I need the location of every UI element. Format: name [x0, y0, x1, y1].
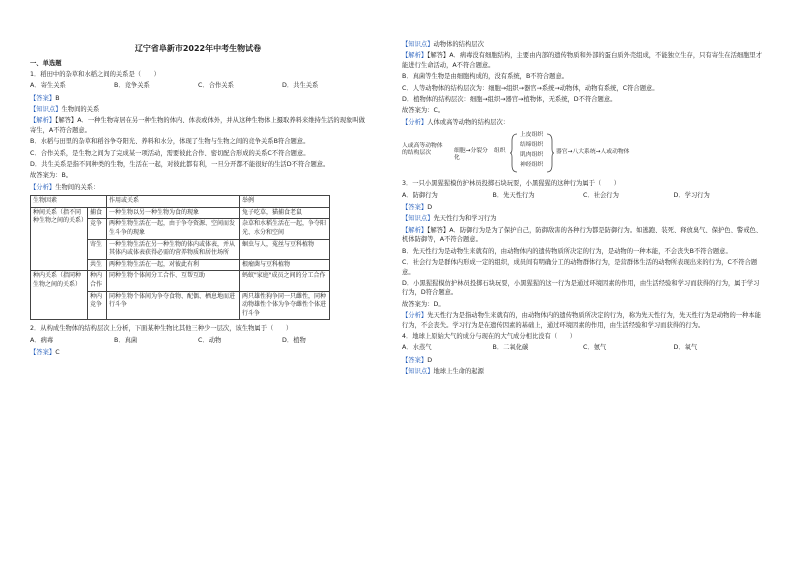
answer-value: D [427, 204, 433, 212]
q3-final: 故答案为：D。 [402, 300, 445, 308]
fenxi-text: 先天性行为是指动物生来就有的，由动物体内的遗传物质所决定的行为，称为先天性行为，先天性行为是动物的一种本能行为，不会丧失。学习行为是在遗传因素的基础上，通过环境因素的作用，由生活经验和学习而获得的行为。 [402, 312, 761, 329]
answer-value: C [55, 349, 60, 357]
relation-table [30, 195, 330, 320]
q2-analysis-b: B．真菌等生物是由细胞构成的，没有系统，B不符合题意。 [402, 73, 569, 81]
q1-option-b: B．竞争关系 [114, 82, 150, 90]
table-header: 作用或关系 [107, 196, 240, 208]
diagram-tissue: 组织 [494, 148, 506, 155]
diagram-tissue-2: 结缔组织 [520, 142, 544, 149]
table-group: 种内关系（指同种生物之间的关系） [31, 271, 88, 320]
kp-value: 地球上生命的起源 [433, 368, 484, 376]
q2-knowledge-point [402, 40, 764, 49]
q1-option-a: A．寄生关系 [30, 82, 66, 90]
table-cell: 一种生物以另一种生物为食的现象 [107, 207, 240, 219]
q4-option-d: D．氧气 [673, 344, 698, 352]
q3-analysis-b: B．先天性行为是动物生来就有的，由动物体内的遗传物质所决定的行为，是动物的一种本能，不会丧失B不符合题意。 [402, 247, 732, 255]
kp-tag: 【知识点】 [402, 368, 434, 376]
kp-tag: 【知识点】 [30, 106, 62, 114]
q4-option-b: B．二氧化碳 [492, 344, 529, 352]
kp-value: 先天性行为和学习行为 [433, 215, 497, 223]
diagram-cell: 细胞→分裂分化 [454, 148, 488, 162]
analysis-tag: 【解析】 [402, 226, 428, 234]
structure-diagram [402, 131, 764, 175]
q2-fenxi [402, 118, 764, 127]
q1-analysis-a [30, 116, 366, 135]
table-cell: 根瘤菌与豆科植物 [240, 259, 330, 271]
q2-option-c: C．动物 [198, 336, 222, 344]
table-cell: 两种生物生活在一起，对彼此有利 [107, 259, 240, 271]
table-cell: 一种生物生活在另一种生物的体内或体表，并从其体内或体表获得必需的营养物质和居住场所 [107, 239, 240, 259]
diagram-brace-left [510, 133, 518, 173]
page-title: 辽宁省阜新市2022年中考生物试卷 [134, 44, 262, 53]
q1-option-d: D．共生关系 [282, 82, 319, 90]
q2-final: 故答案为：C。 [402, 107, 445, 115]
fenxi-tag: 【分析】 [402, 118, 428, 126]
answer-value: B [55, 94, 60, 102]
kp-tag: 【知识点】 [402, 215, 434, 223]
q3-options [402, 191, 764, 200]
diagram-tissue-3: 肌肉组织 [520, 152, 544, 159]
q1-stem: 1．稻田中的杂草和水稻之间的关系是（ ） [30, 70, 160, 78]
q3-option-d: D．学习行为 [673, 191, 710, 199]
q1-fenxi [30, 183, 366, 192]
diagram-tissue-4: 神经组织 [520, 162, 544, 169]
q2-option-d: D．植物 [282, 336, 306, 344]
q3-answer [402, 203, 764, 212]
q3-analysis-c: C．社会行为是群体内形成一定的组织，成员间有明确分工的动物群体行为，是营群体生活的动物所表现出来的行为，C不符合题意。 [402, 259, 758, 276]
answer-tag: 【答案】 [30, 349, 56, 357]
table-row [31, 207, 330, 219]
analysis-text: 【解答】A．一种生物寄居在另一种生物的体内、体表或体外，并从这种生物体上摄取养料来维持生活的现象叫做寄生，A不符合题意。 [30, 117, 365, 134]
table-row [31, 271, 330, 291]
q3-option-a: A．防御行为 [402, 191, 438, 199]
table-cell: 兔子吃草，猫捕食老鼠 [240, 207, 330, 219]
answer-value: D [427, 356, 433, 364]
kp-tag: 【知识点】 [402, 41, 434, 48]
q1-answer [30, 94, 366, 103]
q2-option-a: A．病毒 [30, 336, 54, 344]
q3-knowledge-point [402, 214, 764, 223]
table-group: 种间关系（指不同种生物之间的关系） [31, 207, 88, 271]
q3-fenxi [402, 311, 764, 330]
section-heading: 一、单选题 [30, 60, 62, 68]
diagram-brace-right [546, 133, 554, 173]
fenxi-tag: 【分析】 [402, 312, 428, 320]
q2-stem: 2．从构成生物体的结构层次上分析，下面某种生物比其他三种少一层次，该生物属于（ ） [30, 325, 293, 333]
table-cell: 共生 [88, 259, 107, 271]
q4-knowledge-point [402, 367, 764, 376]
table-header: 生物因素 [31, 196, 107, 208]
q1-knowledge-point [30, 105, 366, 114]
table-cell: 蛔虫与人，菟丝与豆科植物 [240, 239, 330, 259]
q4-option-a: A．水蒸气 [402, 344, 432, 352]
table-cell: 捕食 [88, 207, 107, 219]
q4-options [402, 343, 764, 352]
table-cell: 杂草和水稻生活在一起，争夺阳光、水分和空间 [240, 219, 330, 239]
q3-stem: 3．一只小黑猩猩模仿护林员投掷石块玩耍，小黑猩猩的这种行为属于（ ） [402, 180, 621, 188]
kp-value: 动物体的结构层次 [433, 41, 484, 48]
q1-analysis-c: C．合作关系，是生物之间为了完成某一项活动，需要彼此合作、密切配合形成的关系C不符合题意。 [30, 149, 310, 157]
table-cell: 种内合作 [88, 271, 107, 291]
table-cell: 种内竞争 [88, 291, 107, 320]
table-cell: 寄生 [88, 239, 107, 259]
q4-answer [402, 356, 764, 365]
table-cell: 同种生物个体间分工合作、互帮互助 [107, 271, 240, 291]
q1-analysis-d: D．共生关系是指不同种类的生物，生活在一起，对彼此都有利，一旦分开都不能很好的生活D不符合题意。 [30, 161, 330, 169]
q2-analysis-d: D．植物体的结构层次：细胞→组织→器官→植物体，无系统，D不符合题意。 [402, 96, 617, 104]
q1-option-c: C．合作关系 [198, 82, 234, 90]
analysis-tag: 【解析】 [30, 117, 56, 125]
answer-tag: 【答案】 [30, 94, 56, 102]
analysis-tag: 【解析】 [402, 52, 428, 60]
q3-option-c: C．社会行为 [583, 191, 619, 199]
table-header-row [31, 196, 330, 208]
table-cell: 蚂蚁"家庭"成员之间的分工合作 [240, 271, 330, 291]
q2-analysis-a [402, 51, 764, 70]
q3-analysis-d: D．小黑猩猩模仿护林员投掷石块玩耍，小黑猩猩的这一行为是通过环境因素的作用，由生活经验和学习而获得的行为，属于学习行为，D符合题意。 [402, 279, 760, 297]
q3-option-b: B．先天性行为 [492, 191, 535, 199]
q2-option-b: B．真菌 [114, 336, 138, 344]
q4-option-c: C．氨气 [583, 344, 607, 352]
analysis-text: 【解答】A．病毒没有细胞结构，主要由内部的遗传物质和外部的蛋白质外壳组成，不能独立生存，只有寄生在活细胞里才能进行生命活动，A不符合题意。 [402, 52, 763, 69]
table-cell: 竞争 [88, 219, 107, 239]
diagram-chain: 器官→八大系统→人或动物体 [556, 149, 630, 156]
table-cell: 同种生物个体间为争夺食物、配偶、栖息地而进行斗争 [107, 291, 240, 320]
kp-value: 生物间的关系 [61, 106, 100, 114]
q3-analysis-a [402, 226, 764, 245]
fenxi-text: 人体或高等动物的结构层次： [427, 118, 510, 126]
answer-tag: 【答案】 [402, 356, 428, 364]
diagram-left-label: 人或高等动物体的结构层次 [402, 143, 443, 157]
analysis-text: 【解答】A．防御行为是为了保护自己，防御敌害的各种行为都是防御行为。如逃跑、装死、释放臭气、保护色、警戒色、机体防御等，A不符合题意。 [402, 226, 763, 244]
table-cell: 两种生物生活在一起，由于争夺资源、空间而发生斗争的现象 [107, 219, 240, 239]
q4-stem: 4．地球上原始大气的成分与现在的大气成分相比没有（ ） [402, 332, 577, 340]
q1-analysis-b: B．水稻与田里的杂草和稻谷争夺阳光、养料和水分，体现了生物与生物之间的竞争关系B符合题意。 [30, 138, 310, 146]
diagram-tissue-1: 上皮组织 [520, 132, 544, 139]
table-header: 举例 [240, 196, 330, 208]
q2-analysis-c: C．人等动物体的结构层次为：细胞→组织→器官→系统→动物体，动物有系统，C符合题意。 [402, 84, 659, 92]
q1-options [30, 81, 366, 90]
answer-tag: 【答案】 [402, 204, 428, 212]
left-column [30, 0, 366, 360]
table-cell: 两只雄性狗争同一只雌性，同种动物雄性个体为争夺雌性个体进行斗争 [240, 291, 330, 320]
q2-answer [30, 348, 366, 357]
right-column [402, 40, 764, 379]
fenxi-tag: 【分析】 [30, 183, 56, 191]
q1-final: 故答案为：B。 [30, 172, 73, 180]
q2-options [30, 336, 366, 345]
fenxi-text: 生物间的关系： [55, 183, 100, 191]
